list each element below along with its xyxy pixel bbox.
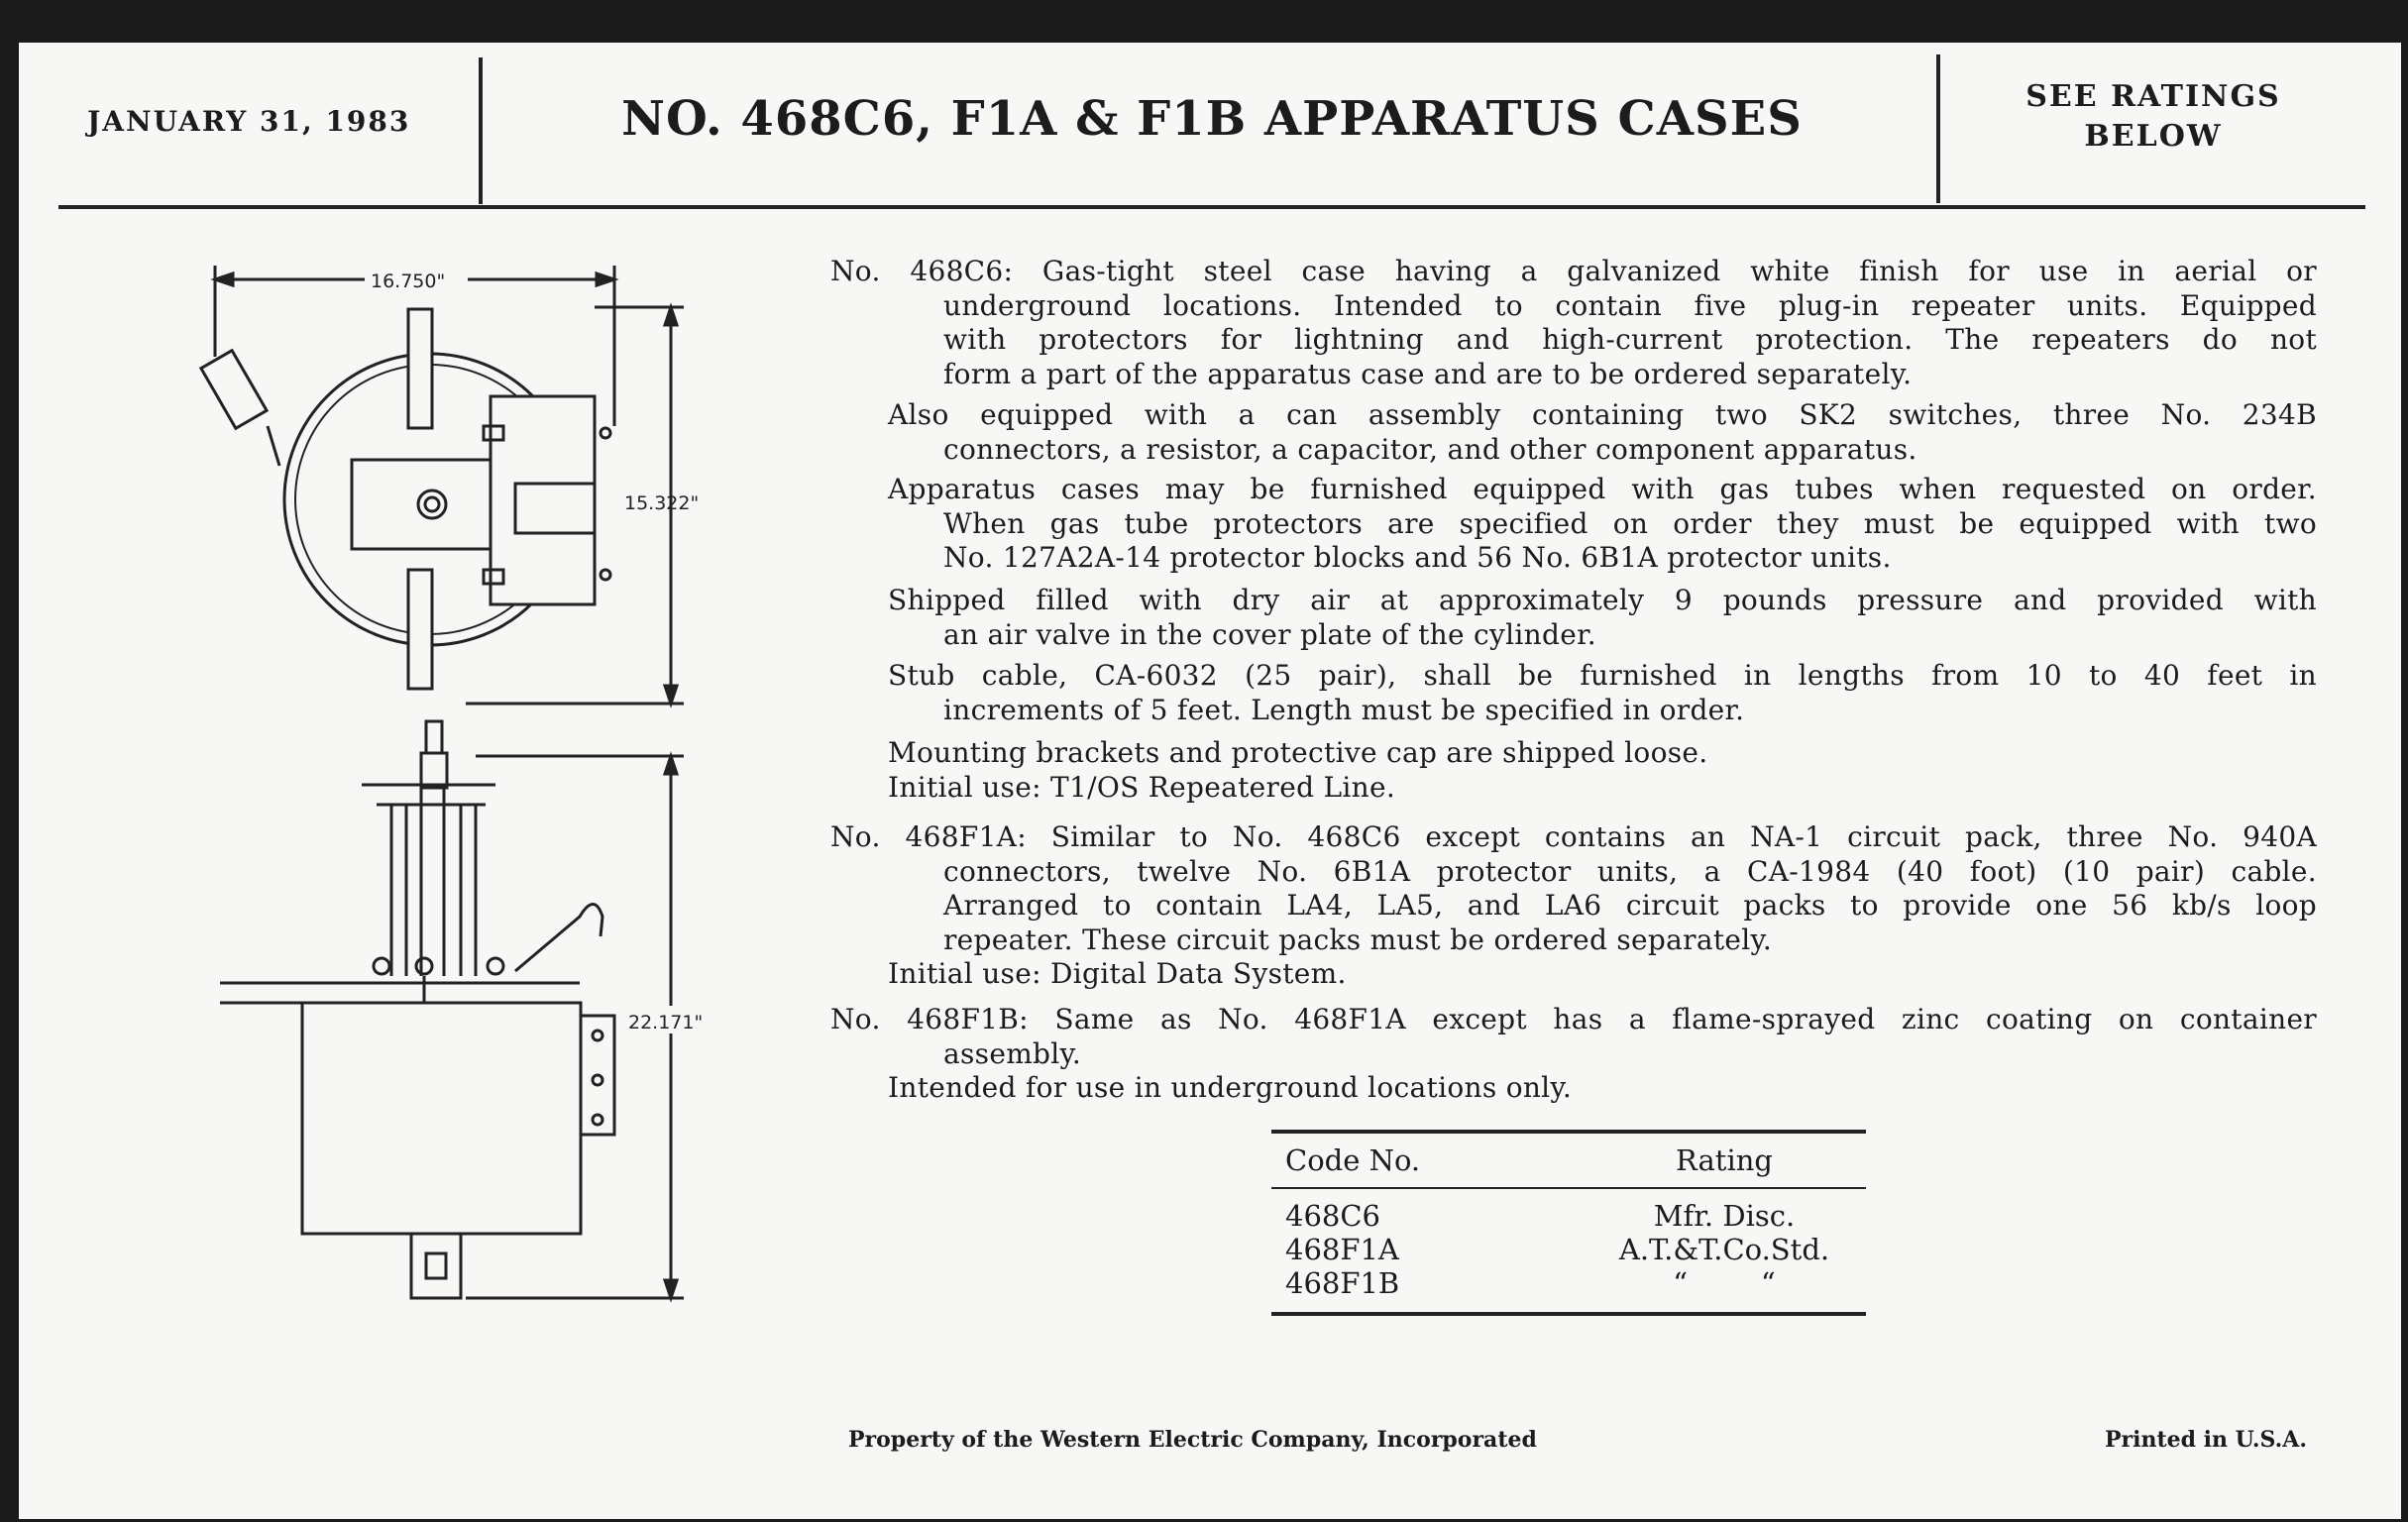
text-line: underground locations. Intended to contain five plug-in repeater units. Equipped <box>943 288 2317 322</box>
paragraph-stub-cable <box>888 659 2317 727</box>
table-rule <box>1271 1312 1866 1316</box>
text-line: Apparatus cases may be furnished equipped with gas tubes when requested on order. <box>888 473 2317 505</box>
column-header-rating: Rating <box>1676 1143 1773 1177</box>
text-line: repeater. These circuit packs must be ordered separately. <box>943 923 1773 956</box>
ratings-line: BELOW <box>2084 119 2223 154</box>
document-date: JANUARY 31, 1983 <box>87 105 411 138</box>
text-line: increments of 5 feet. Length must be specified in order. <box>943 693 1745 726</box>
text-line: Shipped filled with dry air at approximately 9 pounds pressure and provided with <box>888 584 2317 616</box>
table-rule <box>1271 1187 1866 1189</box>
text-line: No. 468C6: Gas-tight steel case having a galvanized white finish for use in aerial or <box>830 255 2317 287</box>
text-line: assembly. <box>943 1036 1082 1070</box>
paragraph-gas-tubes <box>888 473 2317 576</box>
paragraph-468c6 <box>830 255 2317 391</box>
paragraph-mounting <box>888 736 2317 805</box>
text-line: No. 468F1B: Same as No. 468F1A except has a flame-sprayed zinc coating on container <box>830 1003 2317 1035</box>
code-cell: 468F1A <box>1285 1233 1399 1266</box>
text-line: connectors, twelve No. 6B1A protector units, a CA-1984 (40 foot) (10 pair) cable. <box>943 854 2317 888</box>
table-header <box>1271 1143 1866 1177</box>
text-line: Initial use: T1/OS Repeatered Line. <box>888 770 1396 804</box>
paragraph-468f1a <box>830 820 2317 992</box>
text-line: form a part of the apparatus case and are to be ordered separately. <box>943 357 1913 390</box>
rating-cell: A.T.&T.Co.Std. <box>1618 1233 1830 1266</box>
code-cell: 468C6 <box>1285 1199 1380 1233</box>
text-line: When gas tube protectors are specified on order they must be equipped with two <box>943 506 2317 540</box>
ratings-table <box>1271 1130 1866 1316</box>
height-dimension-label: 22.171" <box>628 1012 704 1033</box>
paragraph-468f1b <box>830 1003 2317 1106</box>
text-line: Stub cable, CA-6032 (25 pair), shall be furnished in lengths from 10 to 40 feet in <box>888 659 2317 692</box>
table-row <box>1271 1233 1866 1266</box>
text-line: an air valve in the cover plate of the cylinder. <box>943 617 1596 651</box>
text-line: with protectors for lightning and high-current protection. The repeaters do not <box>943 323 2317 356</box>
table-row <box>1271 1199 1866 1233</box>
code-cell: 468F1B <box>1285 1266 1400 1300</box>
text-line: Initial use: Digital Data System. <box>888 957 1347 990</box>
ratings-line: SEE RATINGS <box>2025 79 2281 114</box>
text-line: No. 468F1A: Similar to No. 468C6 except contains an NA-1 circuit pack, three No. 940A <box>830 820 2317 853</box>
table-row <box>1271 1266 1866 1300</box>
paragraph-can-assembly <box>888 398 2317 467</box>
column-header-code: Code No. <box>1285 1143 1421 1177</box>
page-title: NO. 468C6, F1A & F1B APPARATUS CASES <box>621 91 1803 147</box>
text-line: No. 127A2A-14 protector blocks and 56 No. 6B1A protector units. <box>943 541 1892 574</box>
width-dimension-label: 16.750" <box>371 271 446 292</box>
footer-printed: Printed in U.S.A. <box>2104 1427 2307 1453</box>
depth-dimension-label: 15.322" <box>624 492 700 514</box>
rating-cell: “ “ <box>1673 1266 1776 1300</box>
table-rule <box>1271 1130 1866 1134</box>
rating-cell: Mfr. Disc. <box>1653 1199 1796 1233</box>
text-line: Mounting brackets and protective cap are shipped loose. <box>888 736 1708 769</box>
text-line: connectors, a resistor, a capacitor, and other component apparatus. <box>943 432 1917 466</box>
text-line: Arranged to contain LA4, LA5, and LA6 circuit packs to provide one 56 kb/s loop <box>943 889 2317 922</box>
footer-property: Property of the Western Electric Company, Incorporated <box>848 1427 1537 1453</box>
paragraph-dry-air <box>888 584 2317 652</box>
text-line: Also equipped with a can assembly containing two SK2 switches, three No. 234B <box>888 398 2317 431</box>
text-line: Intended for use in underground locations only. <box>888 1071 1573 1104</box>
